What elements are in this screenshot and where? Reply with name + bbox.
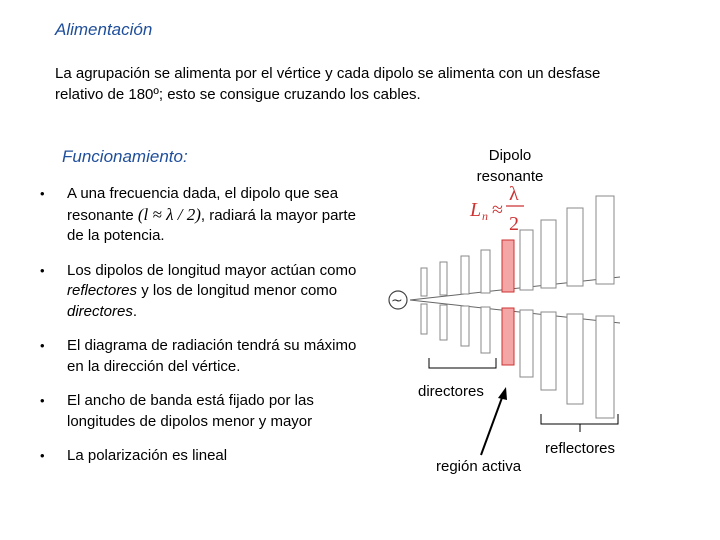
director-dipole-2 — [440, 262, 447, 340]
resonant-dipole — [502, 240, 514, 365]
bullet-text: y los de longitud menor como — [137, 282, 338, 299]
bullet-text: La polarización es lineal — [67, 447, 228, 464]
director-dipole-3 — [461, 256, 469, 346]
bullet-text: El ancho de banda está fijado por las longitudes de dipolos menor y mayor — [67, 392, 314, 430]
resonant-label-line2: resonante — [476, 168, 544, 185]
intro-line-2: relativo de 180º; esto se consigue cruzando los cables. — [55, 86, 421, 103]
resonant-label-line1: Dipolo — [488, 147, 532, 164]
reflector-dipole-2 — [541, 220, 556, 390]
reflector-dipole-1 — [520, 230, 533, 377]
bullet-marker: • — [40, 186, 45, 201]
reflector-dipole-4 — [596, 196, 614, 418]
source-symbol: ~ — [391, 293, 403, 309]
director-dipole-4 — [481, 250, 490, 353]
resonance-formula: (l ≈ λ / 2) — [137, 204, 201, 224]
formula-subscript: n — [482, 209, 488, 223]
emphasis-reflectors: reflectores — [67, 282, 138, 299]
directors-bracket — [429, 358, 496, 368]
arrowhead-icon — [498, 387, 507, 400]
bullet-marker: • — [40, 262, 45, 278]
bullet-text: . — [132, 302, 138, 320]
bullet-marker: • — [40, 338, 45, 353]
bullet-text: Los dipolos de longitud mayor actúan como — [67, 261, 357, 279]
section-heading: Alimentación — [55, 20, 153, 39]
directors-label: directores — [418, 383, 484, 400]
bullet-marker: • — [40, 448, 45, 463]
formula-lhs: L — [470, 199, 482, 221]
formula-approx: ≈ — [492, 199, 503, 221]
intro-line-1: La agrupación se alimenta por el vértice y cada dipolo se alimenta con un desfase — [55, 65, 601, 82]
bullet-text: , radiará la mayor parte de la potencia. — [67, 206, 356, 244]
bullet-text: El diagrama de radiación tendrá su máximo en la dirección del vértice. — [67, 337, 357, 375]
bullet-text: A una frecuencia dada, el dipolo que sea resonante — [67, 185, 339, 224]
bullet-marker: • — [40, 393, 45, 408]
emphasis-directors: directores — [67, 302, 133, 320]
active-region-arrow — [481, 395, 503, 455]
subheading: Funcionamiento: — [62, 147, 188, 166]
formula-denominator: 2 — [509, 213, 519, 235]
reflector-dipole-3 — [567, 208, 583, 404]
formula-numerator: λ — [509, 183, 519, 205]
reflectors-label: reflectores — [545, 440, 616, 457]
active-region-label: región activa — [436, 458, 522, 475]
